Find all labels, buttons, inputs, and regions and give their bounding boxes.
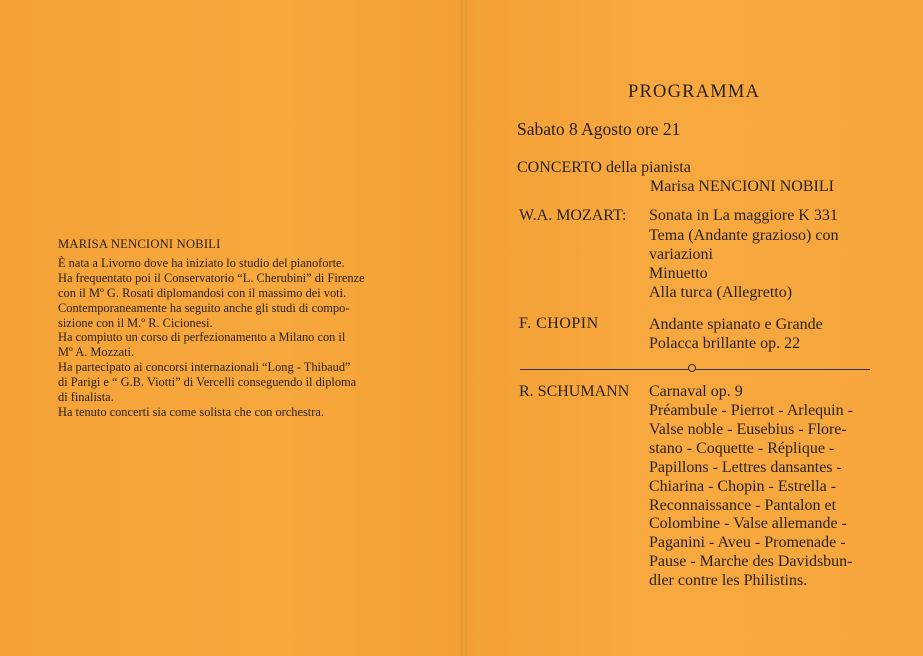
bio-name: MARISA NENCIONI NOBILI: [58, 237, 221, 251]
movement-line: Reconnaissance - Pantalon et: [649, 496, 837, 514]
bio-line: di Parigi e “ G.B. Viotti” di Vercelli conseguendo il diploma: [58, 375, 357, 390]
bio-line: con il Mº G. Rosati diplomandosi con il massimo dei voti.: [58, 285, 347, 300]
bio-line: È nata a Livorno dove ha iniziato lo studio del pianoforte.: [58, 255, 345, 270]
movement-line: Pause - Marche des Davidsbun-: [649, 553, 853, 571]
movement-line: Chiarina - Chopin - Estrella -: [649, 477, 837, 495]
composer-chopin: F. CHOPIN: [519, 315, 599, 332]
movement-line: Colombine - Valse allemande -: [649, 515, 847, 533]
mozart-work-line: Sonata in La maggiore K 331: [649, 207, 838, 224]
movement-line: Papillons - Lettres dansantes -: [649, 458, 842, 476]
program-title: PROGRAMMA: [628, 82, 761, 102]
movement-line: Préambule - Pierrot - Arlequin -: [649, 402, 853, 419]
bio-line: Contemporaneamente ha seguito anche gli studi di compo-: [58, 300, 350, 315]
bio-line: Ha compiuto un corso di perfezionamento a Milano con il: [58, 330, 346, 345]
chopin-work-line: Andante spianato e Grande: [649, 316, 823, 333]
chopin-work-line: Polacca brillante op. 22: [649, 335, 801, 352]
mozart-work-line: Minuetto: [649, 265, 708, 282]
carnaval-movements: [649, 402, 871, 591]
pianist-name: Marisa NENCIONI NOBILI: [650, 178, 834, 195]
composer-schumann: R. SCHUMANN: [519, 383, 630, 400]
composer-mozart: W.A. MOZART:: [519, 207, 627, 224]
mozart-work-line: variazioni: [649, 246, 713, 263]
movement-line: stano - Coquette - Réplique -: [649, 439, 835, 457]
concerto-label: CONCERTO della pianista: [517, 159, 691, 176]
concert-date: Sabato 8 Agosto ore 21: [517, 119, 681, 139]
bio-line: sizione con il M.º R. Cicionesi.: [58, 315, 213, 330]
bio-line: Ha partecipato ai concorsi internazionali “Long - Thibaud”: [58, 360, 351, 375]
biography: [58, 237, 404, 420]
movement-line: dler contre les Philistins.: [649, 572, 808, 590]
movement-line: Valse noble - Eusebius - Flore-: [649, 420, 847, 438]
bio-line: di finalista.: [58, 390, 114, 405]
mozart-work-line: Alla turca (Allegretto): [649, 284, 793, 301]
bio-line: Ha tenuto concerti sia come solista che con orchestra.: [58, 404, 324, 419]
page-fold: [461, 0, 467, 656]
bio-line: Ha frequentato poi il Conservatorio “L. Cherubini” di Firenze: [58, 270, 365, 285]
divider-ornament: [688, 364, 696, 372]
mozart-work-line: Tema (Andante grazioso) con: [649, 227, 839, 244]
movement-line: Paganini - Aveu - Promenade -: [649, 534, 846, 552]
bio-line: Mº A. Mozzati.: [58, 345, 135, 360]
schumann-work-title: Carnaval op. 9: [649, 383, 743, 400]
